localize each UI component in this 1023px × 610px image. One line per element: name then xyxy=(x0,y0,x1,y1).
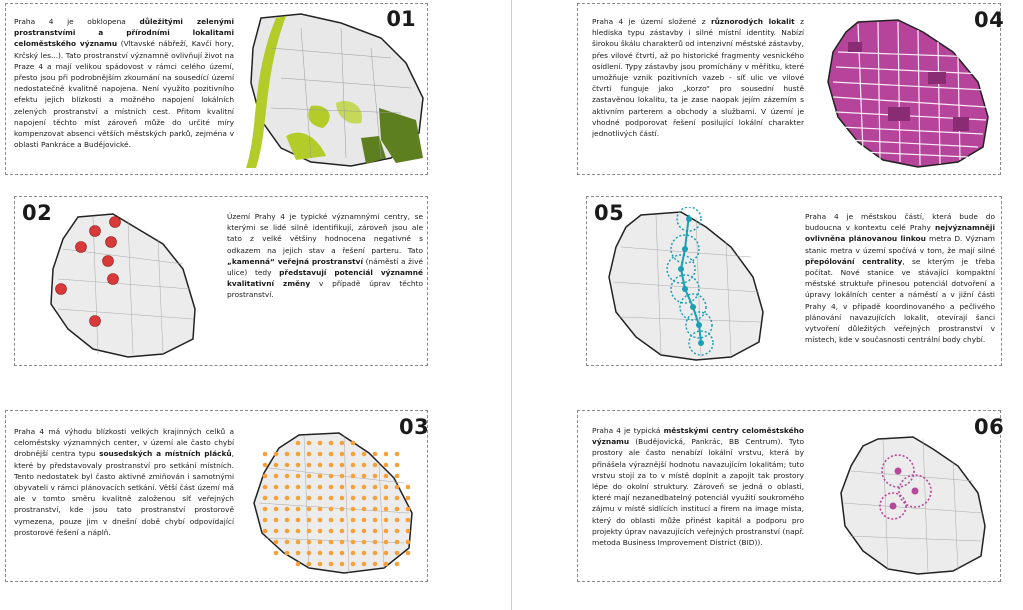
square-dot xyxy=(318,463,323,468)
square-dot xyxy=(318,485,323,490)
square-dot xyxy=(351,518,356,523)
square-dot xyxy=(329,529,334,534)
square-dot xyxy=(285,518,290,523)
square-dot xyxy=(406,507,411,512)
card-01-text xyxy=(14,16,234,150)
square-dot xyxy=(329,507,334,512)
square-dot xyxy=(263,463,268,468)
square-dot xyxy=(296,562,301,567)
square-dot xyxy=(274,507,279,512)
square-dot xyxy=(340,496,345,501)
square-dot xyxy=(329,474,334,479)
square-dot xyxy=(384,551,389,556)
square-dot xyxy=(329,540,334,545)
square-dot xyxy=(329,496,334,501)
square-dot xyxy=(362,540,367,545)
text-run: (Budějovická, Pankrác, BB Centrum). Tyto prostory ale často nenabízí lokální vrstvu, která by přinášela výraznější hodnotu navazujícím lokalitám; tuto vrstvu stojí za to v místě doplnit a zapojit tak prostory lépe do okolní struktury. Zároveň se jedná o oblasti, které mají nezanedbatelný potenciál využití soukromého zájmu v místě sídlících institucí a firem na image místa, který do oblasti může přinést kapitál a podporu pro projekty úprav navazujících veřejných prostranství (např. metoda Business Improvement District (BID)). xyxy=(592,437,804,548)
square-dot xyxy=(263,452,268,457)
square-dot xyxy=(340,529,345,534)
square-dot xyxy=(373,485,378,490)
square-dot xyxy=(351,507,356,512)
text-run: (náměstí a živé ulice) tedy xyxy=(227,256,423,278)
text-emphasis: různorodých lokalit xyxy=(710,17,795,26)
square-dot xyxy=(318,529,323,534)
square-dot xyxy=(274,452,279,457)
square-dot xyxy=(406,496,411,501)
square-dot xyxy=(263,496,268,501)
square-dot xyxy=(373,474,378,479)
square-dot xyxy=(340,518,345,523)
square-dot xyxy=(351,463,356,468)
text-emphasis: důležitými zelenými prostranstvími a přírodními lokalitami celoměstského významu xyxy=(14,17,234,49)
square-dot xyxy=(307,474,312,479)
card-01 xyxy=(5,3,428,175)
square-dot xyxy=(307,562,312,567)
square-dot xyxy=(318,507,323,512)
square-dot xyxy=(318,518,323,523)
square-dot xyxy=(406,518,411,523)
square-dot xyxy=(406,540,411,545)
square-dot xyxy=(340,507,345,512)
square-dot xyxy=(285,463,290,468)
square-dot xyxy=(307,452,312,457)
text-emphasis: městskými centry celoměstského významu xyxy=(592,426,804,447)
text-run: Území Prahy 4 je typické významnými centry, se kterými se lidé silně identifikují, zároveň jsou ale tato z velké většiny hodnocena negativně s odkazem na jejich stav a řešení parteru. Tato xyxy=(227,212,423,255)
card-04 xyxy=(577,3,1005,175)
page-divider xyxy=(511,0,512,610)
map-green-spaces xyxy=(241,8,427,171)
text-run: , se kterým je třeba počítat. Nové stanice ve stávající kompaktní městské struktuře přinesou potenciál dotvoření a úpravy lokálních center a náměstí a v jižní části Prahy 4, v případě koordinovaného a pečlivého plánování navazujících lokalit, otevírají šanci vytvoření důležitých veřejných prostranství v místech, kde v současnosti centrální body chybí. xyxy=(805,256,995,345)
square-dot xyxy=(285,496,290,501)
text-run: v případě úprav těchto prostranství. xyxy=(227,279,423,300)
square-dot xyxy=(307,496,312,501)
square-dot xyxy=(296,518,301,523)
square-dot xyxy=(329,452,334,457)
map-building-types xyxy=(818,12,998,172)
square-dot xyxy=(351,529,356,534)
square-dot xyxy=(373,518,378,523)
square-dot xyxy=(296,463,301,468)
card-04-number: 04 xyxy=(974,8,1005,32)
map-neighborhood-squares xyxy=(244,423,424,578)
text-emphasis: sousedských a místních plácků xyxy=(99,449,232,459)
square-dot xyxy=(406,529,411,534)
square-dot xyxy=(296,540,301,545)
square-dot xyxy=(296,551,301,556)
square-dot xyxy=(307,507,312,512)
square-dot xyxy=(384,463,389,468)
square-dot xyxy=(296,485,301,490)
square-dot xyxy=(384,540,389,545)
card-06-number: 06 xyxy=(974,415,1005,439)
card-02-number: 02 xyxy=(22,201,53,225)
square-dot xyxy=(329,441,334,446)
card-02-text xyxy=(227,211,423,301)
square-dot xyxy=(362,529,367,534)
square-dot xyxy=(329,518,334,523)
square-dot xyxy=(285,507,290,512)
square-dot xyxy=(307,463,312,468)
text-run: Praha 4 je území složené z xyxy=(592,17,711,26)
square-dot xyxy=(285,485,290,490)
square-dot xyxy=(362,496,367,501)
square-dot xyxy=(263,507,268,512)
square-dot xyxy=(329,551,334,556)
map-city-centers xyxy=(833,431,993,579)
text-run: Praha 4 je obklopena xyxy=(14,17,140,26)
square-dot xyxy=(296,452,301,457)
card-03 xyxy=(5,410,428,582)
square-dot xyxy=(362,474,367,479)
square-dot xyxy=(318,452,323,457)
card-05-number: 05 xyxy=(594,201,625,225)
square-dot xyxy=(362,452,367,457)
square-dot xyxy=(373,551,378,556)
square-dot xyxy=(318,474,323,479)
text-run: Praha 4 má výhodu blízkosti velkých krajinných celků a celoměstsky významných center, v území ale často chybí drobnější centra typu xyxy=(14,427,234,459)
square-dot xyxy=(285,474,290,479)
square-dot xyxy=(274,463,279,468)
square-dot xyxy=(307,529,312,534)
square-dot xyxy=(373,452,378,457)
square-dot xyxy=(318,562,323,567)
card-03-text xyxy=(14,426,234,538)
square-dot xyxy=(395,518,400,523)
square-dot xyxy=(351,551,356,556)
square-dot xyxy=(384,529,389,534)
square-dot xyxy=(362,507,367,512)
square-dot xyxy=(395,507,400,512)
map-centers xyxy=(43,209,203,364)
square-dot xyxy=(329,562,334,567)
square-dot xyxy=(395,463,400,468)
square-dot xyxy=(285,529,290,534)
square-dot xyxy=(351,540,356,545)
square-dot xyxy=(406,551,411,556)
square-dot xyxy=(351,562,356,567)
square-dot xyxy=(362,562,367,567)
square-dot xyxy=(285,452,290,457)
square-dot xyxy=(296,529,301,534)
square-dot xyxy=(263,518,268,523)
text-emphasis: nejvýznamněji ovlivněna plánovanou linkou xyxy=(805,223,995,244)
district-outline xyxy=(841,437,985,574)
square-dot xyxy=(296,441,301,446)
square-dot xyxy=(274,540,279,545)
square-dot xyxy=(395,452,400,457)
text-emphasis: přepólování centrality xyxy=(805,256,903,266)
square-dot xyxy=(340,463,345,468)
square-dot xyxy=(395,474,400,479)
square-dot xyxy=(395,551,400,556)
square-dot xyxy=(307,540,312,545)
district-outline xyxy=(51,214,195,357)
square-dot xyxy=(307,551,312,556)
square-dot xyxy=(274,551,279,556)
square-dot xyxy=(395,496,400,501)
card-04-text xyxy=(592,16,804,139)
square-dot xyxy=(263,474,268,479)
square-dot xyxy=(318,551,323,556)
square-dot xyxy=(395,540,400,545)
square-dot xyxy=(340,562,345,567)
square-dot xyxy=(351,441,356,446)
square-dot xyxy=(263,529,268,534)
square-dot xyxy=(318,496,323,501)
card-02 xyxy=(14,196,428,366)
square-dot xyxy=(285,551,290,556)
square-dot xyxy=(307,518,312,523)
text-emphasis: představují potenciál významné kvalitativní změny xyxy=(227,268,423,289)
square-dot xyxy=(395,562,400,567)
square-dot xyxy=(296,474,301,479)
square-dot xyxy=(340,540,345,545)
square-dot xyxy=(384,507,389,512)
card-05 xyxy=(586,196,1002,366)
square-dot xyxy=(340,441,345,446)
square-dot xyxy=(274,518,279,523)
square-dot xyxy=(373,507,378,512)
square-dot xyxy=(362,518,367,523)
square-dot xyxy=(340,485,345,490)
square-dot xyxy=(373,529,378,534)
square-dot xyxy=(384,496,389,501)
square-dot xyxy=(340,551,345,556)
square-dot xyxy=(351,452,356,457)
square-dot xyxy=(384,485,389,490)
card-05-text xyxy=(805,211,995,345)
square-dot xyxy=(318,441,323,446)
square-dot xyxy=(329,485,334,490)
square-dot xyxy=(318,540,323,545)
square-dot xyxy=(384,518,389,523)
square-dot xyxy=(384,474,389,479)
square-dot xyxy=(285,540,290,545)
square-dot xyxy=(384,562,389,567)
text-run: z hlediska typu zástavby i silné místní identity. Nabízí širokou škálu charakterů od intenzivní městské zástavby, přes vilové čtvrti, až po historické fragmenty vesnického osídlení. Typy zástavby jsou promíchány v měřítku, které umožňuje vznik pozitivních vazeb - síť ulic ve vilové čtvrti funguje jako „korzo“ pro sousední hustě zastavěnou lokalitu, ta je zase naopak jejím zázemím s aktivním parterem a obchody a službami. V území je vhodné podporovat řešení posilující lokální charakter jednotlivých částí. xyxy=(592,17,804,139)
square-dot xyxy=(340,474,345,479)
square-dot xyxy=(362,463,367,468)
square-dot xyxy=(406,485,411,490)
square-dot xyxy=(373,463,378,468)
square-dot xyxy=(274,474,279,479)
square-dot xyxy=(395,529,400,534)
card-06-text xyxy=(592,425,804,548)
card-06 xyxy=(577,410,1005,582)
square-dot xyxy=(296,496,301,501)
square-dot xyxy=(274,529,279,534)
square-dot xyxy=(373,496,378,501)
text-run: metra D. Význam stanic metra v území spočívá v tom, že mají silné xyxy=(805,234,995,255)
square-dot xyxy=(362,485,367,490)
square-dot xyxy=(340,452,345,457)
square-dot xyxy=(351,474,356,479)
card-03-number: 03 xyxy=(399,415,430,439)
square-dot xyxy=(329,463,334,468)
map-metro-d xyxy=(601,207,771,363)
square-dot xyxy=(395,485,400,490)
square-dot xyxy=(351,496,356,501)
square-dot xyxy=(384,452,389,457)
square-dot xyxy=(351,485,356,490)
text-run: Praha 4 je městskou částí, která bude do budoucna v kontextu celé Prahy xyxy=(805,212,995,233)
text-run: , které by představovaly prostranství pro setkání místních. Tento nedostatek byl často aktivně zmiňován i samotnými obyvateli v rámci plánovacích setkání. Větší část území má ale v tomto směru kvalitně založenou síť veřejných prostranství, kde jsou tato prostranství prostorově vymezena, pouze jim v dnešní době chybí odpovídající prostorové řešení a náplň. xyxy=(14,449,234,537)
text-emphasis: „kamenná“ veřejná prostranství xyxy=(227,256,363,266)
square-dot xyxy=(274,485,279,490)
text-run: Praha 4 je typická xyxy=(592,426,664,435)
square-dot xyxy=(373,562,378,567)
square-dot xyxy=(373,540,378,545)
square-dot xyxy=(296,507,301,512)
card-num: 01 xyxy=(386,8,416,31)
square-dot xyxy=(307,485,312,490)
square-dot xyxy=(263,485,268,490)
square-dot xyxy=(274,496,279,501)
square-dot xyxy=(307,441,312,446)
square-dot xyxy=(362,551,367,556)
text-run: (Vltavské nábřeží, Kavčí hory, Krčský les...). Tato prostranství významně ovlivňují život na Praze 4 a mají velikou spádovost v rámci celého území, přesto jsou při podrobnějším zkoumání na sousedící území nedostatečně kvalitně napojena. Není využito pozitivního efektu jejich blízkosti a možného napojení lokálních zelených prostranství a místních cest. Přitom kvalitní napojení těchto míst zároveň může do určité míry kompenzovat absenci větších městských parků, zejména v oblasti Pankráce a Budějovické. xyxy=(14,39,234,150)
